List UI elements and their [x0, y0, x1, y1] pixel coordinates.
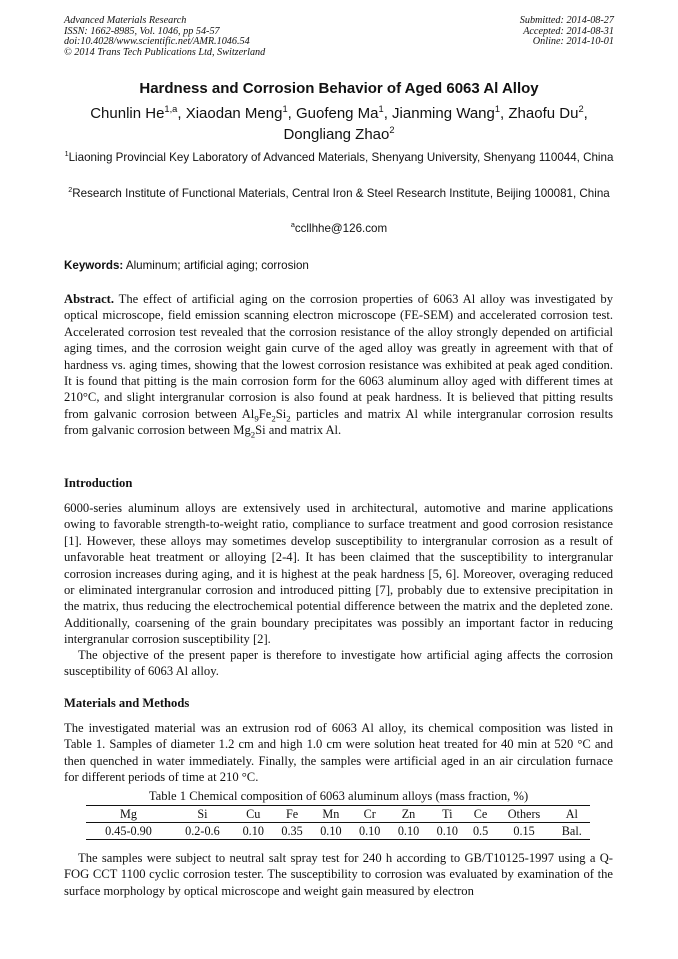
author-list: [60, 103, 618, 145]
table-cell: 0.2-0.6: [185, 823, 220, 838]
author-affiliation-marker: 2: [389, 125, 395, 135]
materials-paragraph-1: The investigated material was an extrusion rod of 6063 Al alloy, its chemical composition was listed in Table 1. Samples of diameter 1.2 cm and high 1.0 cm were solution heat treated for 40 min at 520 °C and then quenched in water immediately. Finally, the samples were artificial aged in an air circulation furnace for different periods of time at 210 °C.: [64, 721, 613, 785]
introduction-paragraph-1: 6000-series aluminum alloys are extensively used in architectural, automotive and marine applications owing to favorable strength-to-weight ratio, compliance to surface treatment and good corrosion resistance [1]. However, these alloys may sometimes develop susceptibility to intergranular corrosion as a result of unfavorable heat treatment or alloying [2-4]. It has been claimed that the susceptibility to intergranular corrosion increases during aging, and it is highest at the peak hardness [5, 6]. Moreover, overaging reduced or eliminated intergranular corrosion and introduced pitting [7], probably due to extensive precipitation in the matrix, thus reducing the electrochemical potential difference between the matrix and the depleted zone. Additionally, coarsening of the grain boundary precipitates was possibly an important factor in reducing intergranular corrosion susceptibility [2].: [64, 501, 613, 647]
formula-element: Si: [275, 406, 287, 421]
table-header-cell: Mg: [120, 806, 137, 821]
subscript: 9: [254, 413, 259, 424]
table-caption: Table 1 Chemical composition of 6063 aluminum alloys (mass fraction, %): [148, 789, 529, 803]
journal-info: [64, 16, 265, 58]
author-separator: ,: [177, 105, 186, 122]
table-header-cell: Zn: [401, 806, 416, 821]
table-row: [86, 823, 590, 840]
copyright-line: © 2014 Trans Tech Publications Ltd, Switzerland: [64, 46, 266, 58]
author-affiliation-marker: 1: [282, 104, 288, 114]
author: [283, 126, 394, 143]
table-cell: 0.10: [359, 823, 381, 838]
keywords: [64, 259, 309, 272]
materials-paragraph-2: The samples were subject to neutral salt spray test for 240 h according to GB/T10125-1997 using a Q-FOG CCT 1100 cyclic corrosion tester. The susceptibility to corrosion was evaluated by examination of the surface morphology by optical microscope and weight gain measured by electron: [64, 851, 613, 898]
author: [186, 105, 296, 122]
author-name: Dongliang Zhao: [283, 126, 390, 143]
email-marker: a: [290, 220, 295, 230]
keywords-text: Aluminum; artificial aging; corrosion: [125, 259, 309, 272]
table-cell: 0.45-0.90: [105, 823, 152, 838]
abstract: [64, 291, 613, 439]
author-affiliation-marker: 1: [378, 104, 384, 114]
table-cell: Bal.: [561, 823, 582, 838]
author-name: Xiaodan Meng: [185, 105, 283, 122]
table-cell: 0.10: [320, 823, 342, 838]
author: [90, 105, 186, 122]
author-affiliation-marker: 2: [578, 104, 584, 114]
table-cell: 0.10: [397, 823, 420, 838]
email-address[interactable]: ccllhhe@126.com: [294, 222, 388, 235]
subscript: 2: [250, 429, 256, 440]
author-name: Guofeng Ma: [295, 105, 379, 122]
table-header-cell: Ti: [442, 806, 453, 821]
dates-info: [520, 16, 614, 48]
author: [392, 105, 508, 122]
section-heading-materials: Materials and Methods: [64, 696, 190, 710]
affiliation-1: [64, 150, 614, 166]
affiliation-2: [64, 186, 614, 202]
author-affiliation-marker: 1,a: [164, 104, 178, 114]
author-separator: ,: [287, 105, 296, 122]
introduction-paragraph-2: The objective of the present paper is therefore to investigate how artificial aging affects the corrosion susceptibility of 6063 Al alloy.: [64, 648, 613, 679]
table-header-cell: Si: [197, 806, 208, 821]
formula-element: Fe: [258, 406, 272, 421]
submitted-date: Submitted: 2014-08-27: [519, 15, 614, 26]
table-header-cell: Mn: [322, 806, 340, 821]
paper-title: Hardness and Corrosion Behavior of Aged 6063 Al Alloy: [139, 80, 539, 97]
table-cell: 0.10: [242, 823, 264, 838]
abstract-label: Abstract.: [64, 292, 115, 306]
table-header-cell: Cr: [363, 806, 376, 821]
accepted-date: Accepted: 2014-08-31: [523, 25, 614, 37]
author-name: Zhaofu Du: [508, 105, 579, 122]
affiliation-text: Liaoning Provincial Key Laboratory of Advanced Materials, Shenyang University, Shenyang 110044, China: [68, 151, 614, 164]
table-header-cell: Al: [565, 806, 578, 821]
table-header-cell: Others: [507, 806, 541, 821]
author-separator: ,: [500, 105, 509, 122]
author-affiliation-marker: 1: [494, 104, 501, 114]
composition-table: [86, 805, 590, 840]
table-header-cell: Ce: [473, 806, 488, 821]
keywords-label: Keywords:: [64, 259, 124, 272]
author-name: Chunlin He: [90, 105, 165, 122]
issn-line: ISSN: 1662-8985, Vol. 1046, pp 54-57: [64, 25, 220, 37]
abstract-text: The effect of artificial aging on the corrosion properties of 6063 Al alloy was investigated by optical microscope, field emission scanning electron microscope (FE-SEM) and accelerated corrosion test. Accelerated corrosion test revealed that the corrosion resistance of the alloy strongly depended on artificial aging times, and the corrosion weight gain curve of the aged alloy was greatly in agreement with that of hardness vs. aging times, showing that the lowest corrosion resistance was exhibited at peak aged condition. It is found that pitting is the main corrosion form for the 6063 aluminum alloy aged with different times at 210°C, and slight intergranular corrosion is also found at peak hardness. It is believed that pitting results from galvanic corrosion between Al: [64, 292, 613, 421]
journal-name: Advanced Materials Research: [64, 15, 187, 26]
affiliation-marker: 1: [64, 149, 69, 159]
table-cell: 0.10: [436, 823, 458, 838]
corresponding-email: [64, 221, 614, 237]
author-separator: ,: [383, 105, 393, 122]
table-header-row: [86, 806, 590, 823]
subscript: 2: [271, 413, 276, 424]
author-separator: ,: [583, 105, 588, 122]
table-header-cell: Cu: [246, 806, 261, 821]
abstract-text: particles and matrix Al while intergranular corrosion results from galvanic corrosion between Mg: [64, 406, 613, 438]
table-header-cell: Fe: [285, 806, 299, 821]
affiliation-text: Research Institute of Functional Materials, Central Iron & Steel Research Institute, Beijing 100081, China: [72, 187, 610, 200]
author: [508, 105, 587, 122]
table-cell: 0.15: [513, 823, 535, 838]
doi-line[interactable]: doi:10.4028/www.scientific.net/AMR.1046.54: [64, 36, 250, 48]
author-name: Jianming Wang: [392, 105, 495, 122]
affiliation-marker: 2: [68, 185, 73, 195]
abstract-text: Si and matrix Al.: [255, 423, 342, 438]
author: [296, 105, 392, 122]
section-heading-introduction: Introduction: [64, 476, 133, 490]
subscript: 2: [286, 413, 291, 424]
online-date: Online: 2014-10-01: [532, 36, 614, 48]
table-cell: 0.5: [472, 823, 489, 838]
table-cell: 0.35: [281, 823, 303, 838]
